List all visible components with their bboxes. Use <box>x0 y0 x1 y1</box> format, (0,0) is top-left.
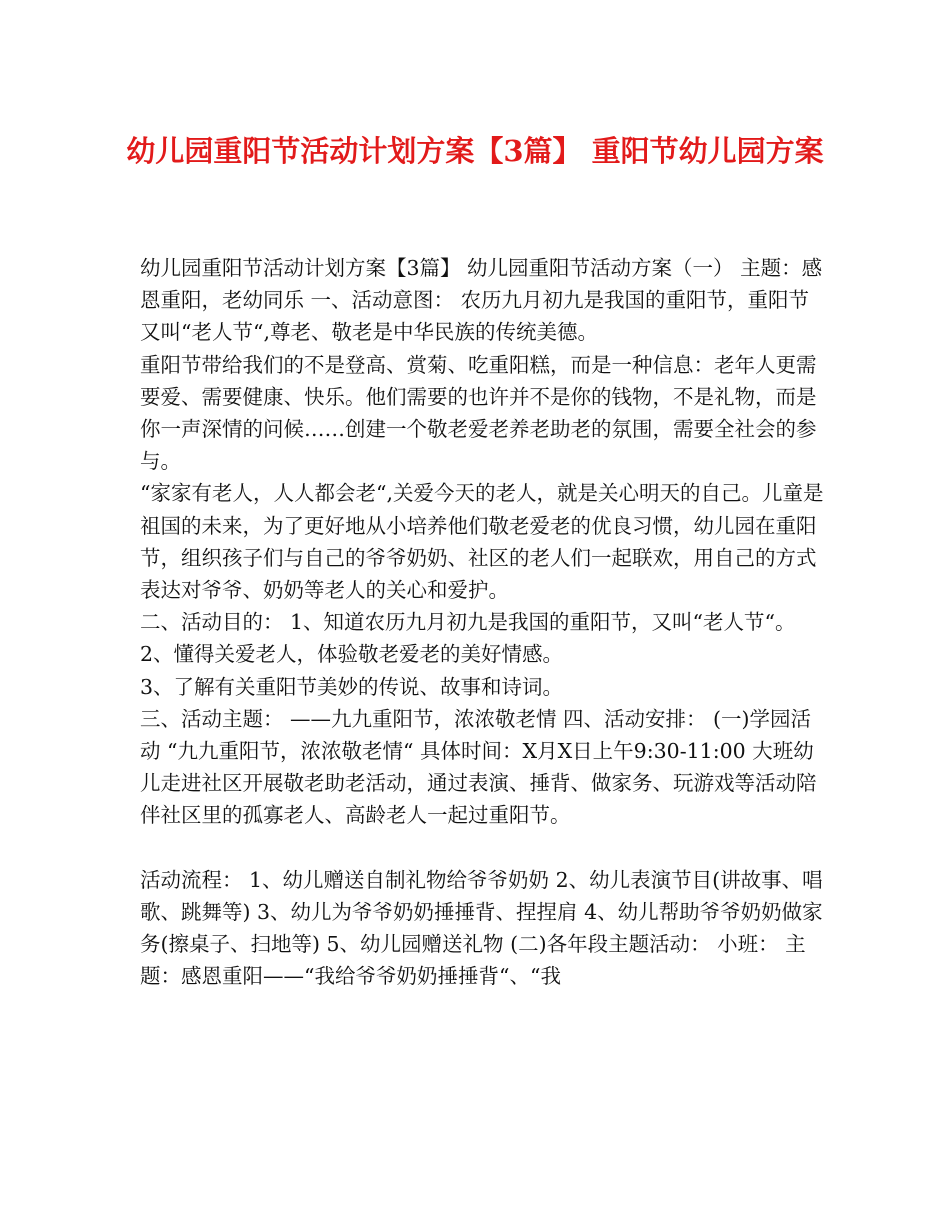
paragraph-theme-arrangement: 三、活动主题： ——九九重阳节，浓浓敬老情 四、活动安排： (一)学园活动 “九九重阳节，浓浓敬老情“ 具体时间：X月X日上午9:30-11:00 大班幼儿走进社区开展敬老助老活动，通过表演、捶背、做家务、玩游戏等活动陪伴社区里的孤寡老人、高龄老人一起过重阳节。 <box>140 706 817 828</box>
paragraph-goal-1: 二、活动目的： 1、知道农历九月初九是我国的重阳节，又叫“老人节“。 <box>140 610 796 635</box>
paragraph-goal-2: 2、懂得关爱老人，体验敬老爱老的美好情感。 <box>140 642 564 667</box>
paragraph-meaning: 重阳节带给我们的不是登高、赏菊、吃重阳糕，而是一种信息：老年人更需要爱、需要健康、快乐。他们需要的也许并不是你的钱物，不是礼物，而是你一声深情的问候……创建一个敬老爱老养老助老的氛围，需要全社会的参与。 <box>140 352 817 474</box>
document-body <box>140 252 825 993</box>
paragraph-intro: 幼儿园重阳节活动计划方案【3篇】 幼儿园重阳节活动方案（一） 主题：感恩重阳，老幼同乐 一、活动意图： 农历九月初九是我国的重阳节，重阳节又叫“老人节“,尊老、敬老是中华民族的传统美德。 <box>140 256 823 345</box>
document-title: 幼儿园重阳节活动计划方案【3篇】 重阳节幼儿园方案 <box>126 134 824 168</box>
paragraph-goal-3: 3、了解有关重阳节美妙的传说、故事和诗词。 <box>140 674 564 699</box>
paragraph-spacer <box>140 832 825 864</box>
paragraph-process: 活动流程： 1、幼儿赠送自制礼物给爷爷奶奶 2、幼儿表演节目(讲故事、唱歌、跳舞等) 3、幼儿为爷爷奶奶捶捶背、捏捏肩 4、幼儿帮助爷爷奶奶做家务(擦桌子、扫地等) 5、幼儿园赠送礼物 (二)各年段主题活动： 小班： 主题：感恩重阳——“我给爷爷奶奶捶捶背“、“我 <box>140 867 823 989</box>
paragraph-family: “家家有老人，人人都会老“,关爱今天的老人，就是关心明天的自己。儿童是祖国的未来，为了更好地从小培养他们敬老爱老的优良习惯，幼儿园在重阳节，组织孩子们与自己的爷爷奶奶、社区的老人们一起联欢，用自己的方式表达对爷爷、奶奶等老人的关心和爱护。 <box>140 481 824 603</box>
